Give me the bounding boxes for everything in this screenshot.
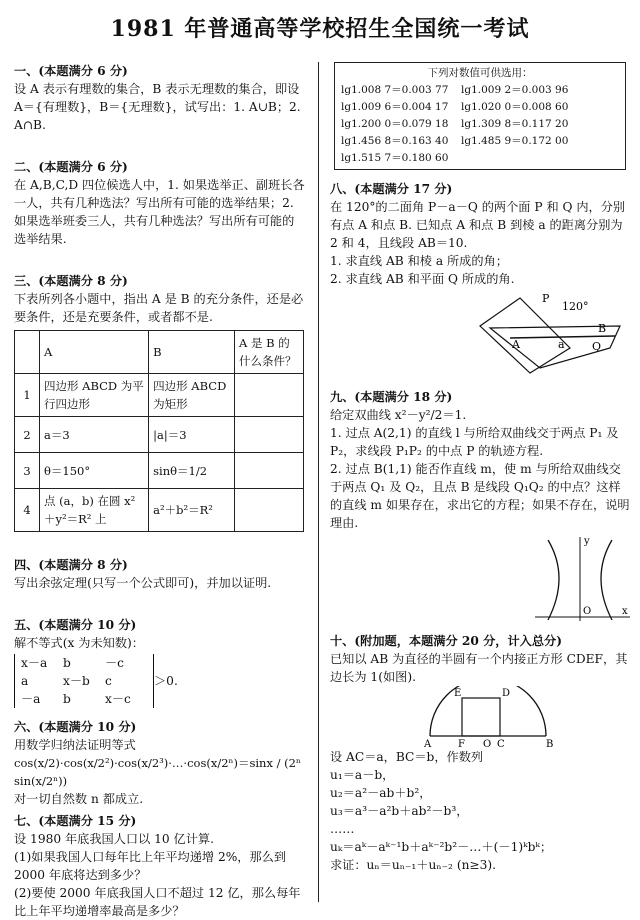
table-cell: |a|＝3	[149, 417, 235, 453]
fig-label: A	[512, 338, 520, 351]
log-value: lg1.309 8＝0.117 20	[461, 118, 569, 130]
log-row	[341, 82, 619, 99]
table-cell: sinθ＝1/2	[149, 453, 235, 489]
q9-part2: 2. 过点 B(1,1) 能否作直线 m，使 m 与所给双曲线交于两点 Q₁ 及 Q₂，且点 B 是线段 Q₁Q₂ 的中点？这样的直线 m 如果存在，求出它的方程；如果不存在，说明理由.	[330, 462, 630, 530]
det-cell: c	[105, 674, 112, 688]
fig-label: x	[622, 606, 628, 617]
log-value: lg1.515 7＝0.180 60	[341, 152, 449, 164]
q1-text: 设 A 表示有理数的集合，B 表示无理数的集合，即设 A＝{有理数}，B＝{无理数}，试写出：1. A∪B；2. A∩B.	[14, 82, 301, 132]
q4-heading: 四、(本题满分 8 分)	[14, 558, 128, 572]
fig-label: Q	[592, 340, 602, 353]
fig-label: 120°	[562, 300, 589, 313]
fig-label: B	[598, 322, 607, 335]
semicircle-arc	[430, 686, 546, 736]
log-row	[341, 99, 619, 116]
log-value: lg1.456 8＝0.163 40	[341, 135, 449, 147]
q2-heading: 二、(本题满分 6 分)	[14, 160, 128, 174]
q7-text: 设 1980 年底我国人口以 10 亿计算.	[14, 832, 214, 846]
table-header-row	[15, 331, 304, 374]
q10-u2: u₂＝a²－ab＋b²，	[330, 786, 432, 800]
q8-part2: 2. 求直线 AB 和平面 Q 所成的角.	[330, 272, 515, 286]
table-row	[15, 453, 304, 489]
log-value: lg1.485 9＝0.172 00	[461, 135, 569, 147]
log-table	[334, 62, 626, 170]
log-row	[341, 116, 619, 133]
q8-text: 在 120°的二面角 P－a－Q 的两个面 P 和 Q 内，分别有点 A 和点 B. 已知点 A 和点 B 到棱 a 的距离分别为 2 和 4，且线段 AB＝10.	[330, 200, 626, 250]
table-cell: a²＋b²＝R²	[149, 489, 235, 532]
q10-u3: u₃＝a³－a²b＋ab²－b³，	[330, 804, 469, 818]
log-row	[341, 133, 619, 150]
table-row	[15, 417, 304, 453]
q7-part2: (2)要使 2000 年底我国人口不超过 12 亿，那么每年比上年平均递增率最高是多少？	[14, 886, 301, 918]
q6-heading: 六、(本题满分 10 分)	[14, 720, 137, 734]
q6-formula: cos(x/2)·cos(x/2²)·cos(x/2³)·…·cos(x/2ⁿ)＝sinx / (2ⁿ sin(x/2ⁿ))	[14, 756, 301, 788]
semicircle-figure	[330, 686, 630, 748]
det-cell: x－c	[105, 692, 131, 706]
table-cell: 3	[15, 453, 40, 489]
det-cell: x－b	[63, 674, 90, 688]
q2-text: 在 A,B,C,D 四位候选人中，1. 如果选举正、副班长各一人，共有几种选法？写出所有可能的选举结果；2. 如果选举班委三人，共有几种选法？写出所有可能的选举结果.	[14, 178, 305, 246]
plane-p	[480, 298, 570, 373]
det-cell: b	[63, 692, 71, 706]
fig-label: O	[483, 739, 492, 748]
column-divider	[318, 62, 319, 902]
q7-heading: 七、(本题满分 15 分)	[14, 814, 137, 828]
det-cell: －a	[21, 692, 41, 706]
table-cell: 四边形 ABCD 为平行四边形	[40, 374, 149, 417]
q3-heading: 三、(本题满分 8 分)	[14, 274, 128, 288]
square-cdef	[462, 698, 500, 736]
log-value: lg1.009 6＝0.004 17	[341, 101, 449, 113]
log-value: lg1.020 0＝0.008 60	[461, 101, 569, 113]
q9-heading: 九、(本题满分 18 分)	[330, 390, 453, 404]
q10-u1: u₁＝a－b，	[330, 768, 395, 782]
fig-label: a	[558, 338, 565, 351]
table-header: A	[40, 331, 149, 374]
fig-label: C	[497, 739, 505, 748]
q10-goal: 求证：uₙ＝uₙ₋₁＋uₙ₋₂ (n≥3).	[330, 858, 497, 872]
q8-heading: 八、(本题满分 17 分)	[330, 182, 453, 196]
table-header	[15, 331, 40, 374]
fig-label: D	[502, 688, 511, 699]
table-cell: 2	[15, 417, 40, 453]
q7-part1: (1)如果我国人口每年比上年平均递增 2%，那么到 2000 年底将达到多少？	[14, 850, 287, 882]
table-cell	[235, 417, 304, 453]
q10-uk: uₖ＝aᵏ－aᵏ⁻¹b＋aᵏ⁻²b²－…＋(－1)ᵏbᵏ；	[330, 840, 553, 854]
table-cell: 1	[15, 374, 40, 417]
q4-text: 写出余弦定理(只写一个公式即可)，并加以证明.	[14, 576, 272, 590]
table-cell: 四边形 ABCD 为矩形	[149, 374, 235, 417]
q8-part1: 1. 求直线 AB 和棱 a 所成的角；	[330, 254, 508, 268]
left-column	[14, 62, 306, 920]
det-cell: a	[21, 674, 29, 688]
log-caption: 下列对数值可供选用：	[427, 67, 533, 79]
table-row	[15, 374, 304, 417]
table-header: A 是 B 的什么条件？	[235, 331, 304, 374]
table-cell: 点 (a，b) 在圆 x²＋y²＝R² 上	[40, 489, 149, 532]
q3-text: 下表所列各小题中，指出 A 是 B 的充分条件，还是必要条件，还是充要条件，或者都不是.	[14, 292, 304, 324]
q10-dots: ……	[330, 822, 355, 836]
log-value: lg1.008 7＝0.003 77	[341, 84, 449, 96]
log-value: lg1.200 0＝0.079 18	[341, 118, 449, 130]
q5-heading: 五、(本题满分 10 分)	[14, 618, 137, 632]
log-row	[341, 150, 619, 167]
table-row	[15, 489, 304, 532]
fig-label: E	[454, 688, 462, 699]
hyperbola-left-branch	[548, 540, 559, 620]
q9-text: 给定双曲线 x²－y²/2＝1.	[330, 408, 467, 422]
table-cell	[235, 453, 304, 489]
q10-text: 已知以 AB 为直径的半圆有一个内接正方形 CDEF，其边长为 1(如图).	[330, 652, 628, 684]
hyperbola-right-branch	[601, 540, 612, 620]
det-tail: ＞0.	[154, 674, 178, 688]
log-value: lg1.009 2＝0.003 96	[461, 84, 569, 96]
table-cell: a＝3	[40, 417, 149, 453]
fig-label: F	[458, 739, 465, 748]
right-column	[330, 62, 630, 874]
q6-tail: 对一切自然数 n 都成立.	[14, 792, 144, 806]
q10-sequence-intro: 设 AC＝a，BC＝b，作数列	[330, 750, 484, 764]
q9-part1: 1. 过点 A(2,1) 的直线 l 与所给双曲线交于两点 P₁ 及 P₂，求线段 P₁P₂ 的中点 P 的轨迹方程.	[330, 426, 619, 458]
fig-label: y	[584, 536, 590, 547]
determinant	[14, 654, 306, 708]
table-cell: θ＝150°	[40, 453, 149, 489]
det-cell: x－a	[21, 656, 48, 670]
det-cell: －c	[105, 656, 125, 670]
log-value	[461, 150, 581, 167]
table-cell	[235, 489, 304, 532]
table-header: B	[149, 331, 235, 374]
dihedral-figure	[330, 288, 630, 378]
q6-text: 用数学归纳法证明等式	[14, 738, 136, 752]
fig-label: P	[542, 292, 550, 305]
det-cell: b	[63, 656, 71, 670]
fig-label: O	[583, 606, 592, 617]
q10-heading: 十、(附加题，本题满分 20 分，计入总分)	[330, 634, 562, 648]
condition-table	[14, 330, 304, 532]
table-cell	[235, 374, 304, 417]
table-cell: 4	[15, 489, 40, 532]
q1-heading: 一、(本题满分 6 分)	[14, 64, 128, 78]
q5-text: 解不等式(x 为未知数)：	[14, 636, 144, 650]
fig-label: A	[424, 739, 432, 748]
page-title: 1981 年普通高等学校招生全国统一考试	[110, 16, 530, 42]
hyperbola-figure	[330, 532, 630, 622]
fig-label: B	[546, 739, 554, 748]
